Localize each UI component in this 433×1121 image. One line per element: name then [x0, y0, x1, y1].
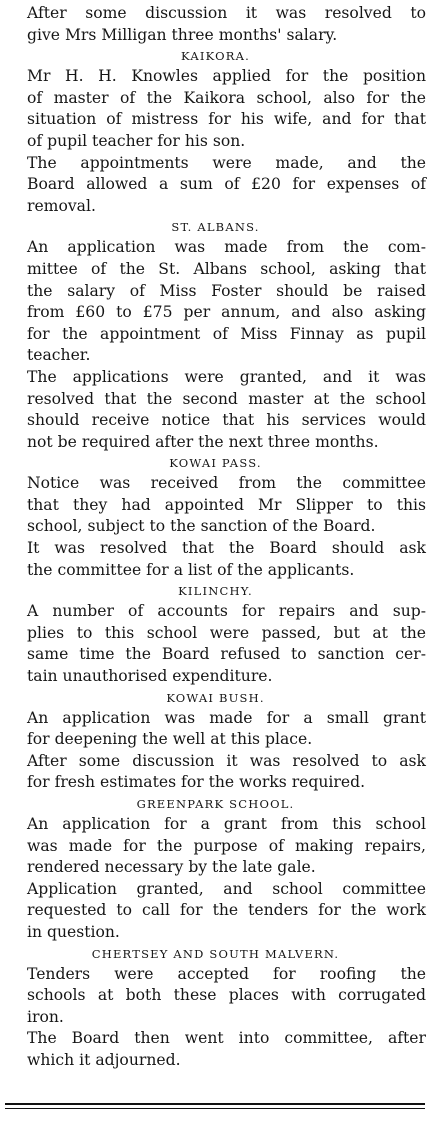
text-line: resolved that the second master at the school	[27, 389, 426, 408]
text-line: rendered necessary by the late gale.	[27, 858, 316, 877]
paragraph	[5, 751, 426, 794]
paragraph	[5, 1028, 426, 1071]
article-body	[5, 3, 426, 1072]
paragraph	[5, 814, 426, 879]
paragraph	[5, 367, 426, 453]
text-line: for the appointment of Miss Finnay as pupil	[27, 324, 426, 343]
text-line: requested to call for the tenders for the work	[27, 901, 426, 920]
text-line: of master of the Kaikora school, also for the	[27, 88, 426, 107]
text-line: An application was made for a small grant	[27, 708, 426, 727]
text-line: plies to this school were passed, but at the	[27, 623, 426, 642]
section-heading: KILINCHY.	[178, 584, 253, 599]
thick-rule	[5, 1103, 425, 1105]
text-line: Notice was received from the committee	[27, 474, 426, 493]
text-line: school, subject to the sanction of the Board.	[27, 517, 376, 536]
section-heading: CHERTSEY AND SOUTH MALVERN.	[91, 946, 340, 961]
text-line: An application for a grant from this school	[27, 815, 426, 833]
text-line: After some discussion it was resolved to	[27, 4, 426, 22]
text-line: Board allowed a sum of £20 for expenses of	[27, 175, 426, 194]
text-line: The applications were granted, and it was	[27, 367, 426, 386]
paragraph	[5, 153, 426, 218]
section-heading: KOWAI PASS.	[169, 456, 262, 471]
text-line: tain unauthorised expenditure.	[27, 667, 273, 686]
paragraph	[5, 601, 426, 687]
text-line: It was resolved that the Board should ask	[27, 539, 426, 558]
text-line: was made for the purpose of making repairs,	[27, 836, 426, 855]
text-line: Tenders were accepted for roofing the	[27, 964, 426, 983]
text-line: for fresh estimates for the works required.	[27, 773, 366, 792]
paragraph	[5, 3, 426, 46]
text-line: removal.	[27, 196, 96, 215]
text-line: the committee for a list of the applicants.	[27, 560, 355, 579]
text-line: The Board then went into committee, after	[27, 1029, 426, 1048]
text-line: in question.	[27, 922, 120, 941]
section-heading: KAIKORA.	[181, 49, 250, 64]
paragraph	[5, 879, 426, 944]
text-line: the salary of Miss Foster should be raised	[27, 281, 426, 300]
text-line: Application granted, and school committee	[27, 879, 426, 898]
text-line: mittee of the St. Albans school, asking that	[27, 259, 426, 278]
text-line: The appointments were made, and the	[27, 153, 426, 172]
text-line: not be required after the next three months.	[27, 432, 379, 451]
paragraph	[5, 473, 426, 538]
text-line: for deepening the well at this place.	[27, 730, 313, 749]
text-line: A number of accounts for repairs and sup-	[27, 602, 426, 621]
text-line: which it adjourned.	[27, 1050, 181, 1069]
text-line: situation of mistress for his wife, and for that	[27, 110, 426, 129]
paragraph	[5, 964, 426, 1029]
paragraph	[5, 237, 426, 367]
section-heading: KOWAI BUSH.	[166, 690, 265, 705]
text-line: After some discussion it was resolved to ask	[27, 751, 426, 770]
text-line: iron.	[27, 1007, 64, 1026]
text-line: An application was made from the com-	[27, 238, 426, 257]
text-line: teacher.	[27, 346, 91, 365]
text-line: same time the Board refused to sanction cer-	[27, 645, 426, 664]
text-line: should receive notice that his services would	[27, 411, 426, 430]
text-line: from £60 to £75 per annum, and also asking	[27, 303, 426, 322]
text-line: give Mrs Milligan three months' salary.	[27, 25, 338, 44]
text-line: that they had appointed Mr Slipper to this	[27, 495, 426, 514]
section-heading: GREENPARK SCHOOL.	[136, 797, 295, 811]
paragraph	[5, 538, 426, 581]
text-line: of pupil teacher for his son.	[27, 131, 246, 150]
section-heading: ST. ALBANS.	[171, 220, 260, 235]
paragraph	[5, 708, 426, 751]
column-end-rule	[5, 1103, 425, 1109]
text-line: schools at both these places with corrugated	[27, 986, 426, 1005]
text-line: Mr H. H. Knowles applied for the position	[27, 67, 426, 86]
thin-rule	[5, 1108, 425, 1109]
paragraph	[5, 66, 426, 152]
